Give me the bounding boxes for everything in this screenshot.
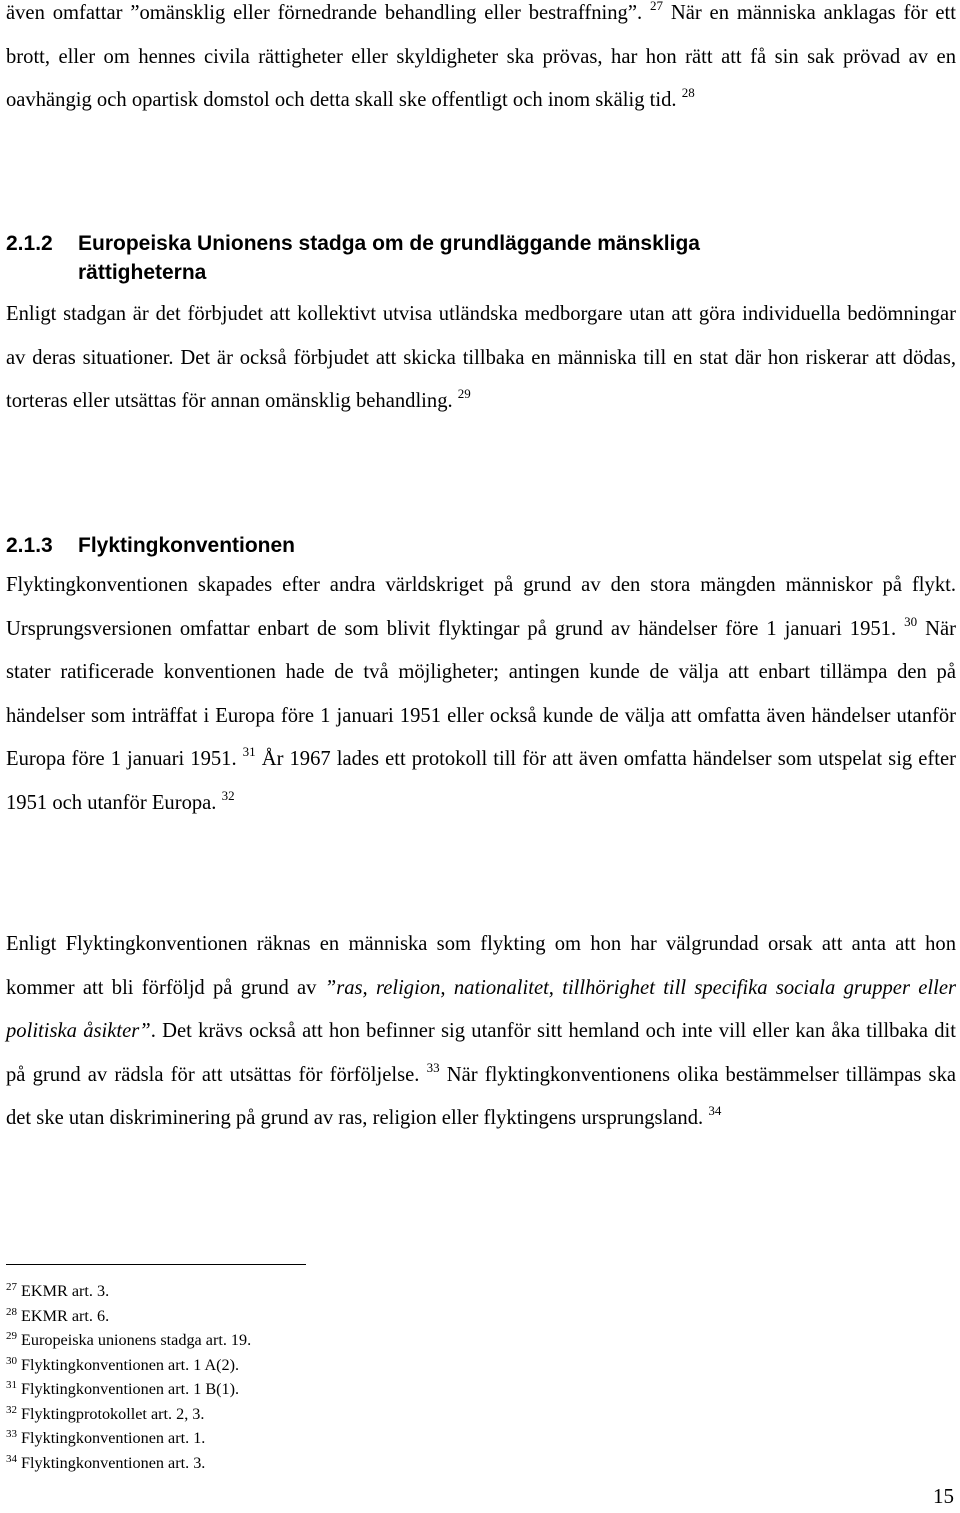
paragraph-text: . Det krävs också att hon befinner sig utanför sitt hemland och inte vill eller kan åka tillbaka dit på grund av rädsla för att utsättas för förföljelse. [6, 1020, 956, 1086]
footnote-number: 29 [6, 1330, 17, 1342]
footnote-number: 30 [6, 1354, 17, 1367]
footnote-number: 27 [6, 1281, 17, 1293]
footnote-text: Flyktingkonventionen art. 1. [21, 1429, 206, 1447]
footnote-ref-27[interactable]: 27 [649, 0, 663, 13]
footnote-text: Flyktingkonventionen art. 3. [21, 1453, 206, 1472]
paragraph-text: Flyktingkonventionen skapades efter andra världskriget på grund av den stora mängden människor på flykt. Ursprungsversionen omfattar enbart de som blivit flyktingar på grund av händelser före 1 januari 1951. [6, 574, 956, 640]
footnote-text: Flyktingkonventionen art. 1 A(2). [21, 1355, 240, 1374]
paragraph-refugee-definition [6, 923, 956, 1141]
footnote-ref-28[interactable]: 28 [681, 85, 695, 100]
footnote-ref-34[interactable]: 34 [708, 1103, 722, 1118]
paragraph-text: När en människa anklagas för ett brott, eller om hennes civila rättigheter eller skyldigheter ska prövas, har hon rätt att få sin sak prövad av en oavhängig och opartisk domstol och detta skall ske offentligt och inom skälig tid. [6, 2, 956, 111]
footnote-item [6, 1451, 251, 1476]
footnote-text: Flyktingkonventionen art. 1 B(1). [21, 1380, 240, 1398]
paragraph-text: Enligt stadgan är det förbjudet att kollektivt utvisa utländska medborgare utan att göra individuella bedömningar av deras situationer. Det är också förbjudet att skicka tillbaka en människa till en stat där hon riskerar att dödas, torteras eller utsättas för annan omänsklig behandling. [6, 303, 956, 412]
section-heading-2-1-2 [6, 229, 946, 287]
footnote-number: 31 [6, 1379, 17, 1391]
footnote-item [6, 1377, 251, 1402]
footnote-ref-32[interactable]: 32 [221, 787, 235, 803]
footnote-item [6, 1279, 251, 1304]
paragraph-text: även omfattar ”omänsklig eller förnedrande behandling eller bestraffning”. [6, 2, 643, 24]
footnote-ref-31[interactable]: 31 [242, 744, 256, 759]
footnote-separator [6, 1264, 306, 1265]
section-title: Flyktingkonventionen [78, 534, 296, 557]
footnote-text: Flyktingprotokollet art. 2, 3. [21, 1404, 205, 1423]
paragraph-eu-charter [6, 293, 956, 424]
section-title-line2: rättigheterna [78, 261, 207, 284]
section-heading-2-1-3 [6, 531, 946, 560]
section-title-line1: Europeiska Unionens stadga om de grundläggande mänskliga [78, 232, 700, 255]
footnote-item [6, 1304, 251, 1329]
footnote-text: Europeiska unionens stadga art. 19. [21, 1331, 252, 1349]
paragraph-text: Enligt Flyktingkonventionen räknas en människa som flykting om hon har välgrundad orsak att anta att hon kommer att bli förföljd på grund av [6, 933, 956, 999]
footnote-item [6, 1353, 251, 1378]
paragraph-text: År 1967 lades ett protokoll till för att även omfatta händelser som utspelat sig efter 1951 och utanför Europa. [6, 748, 956, 814]
footnote-item [6, 1328, 251, 1353]
footnote-item [6, 1426, 251, 1451]
footnote-ref-33[interactable]: 33 [426, 1059, 440, 1075]
section-number: 2.1.2 [6, 232, 53, 255]
footnote-list [6, 1279, 251, 1475]
footnote-number: 33 [6, 1428, 17, 1440]
paragraph-text: När stater ratificerade konventionen hade de två möjligheter; antingen kunde de välja att enbart tillämpa den på händelser som inträffat i Europa före 1 januari 1951 eller också kunde de välja att omfatta även händelser utanför Europa före 1 januari 1951. [6, 617, 956, 770]
footnote-text: EKMR art. 3. [21, 1282, 110, 1300]
quoted-grounds: ”ras, religion, nationalitet, tillhörighet till specifika sociala grupper eller politiska åsikter” [6, 976, 956, 1042]
footnote-ref-29[interactable]: 29 [457, 386, 471, 401]
footnote-number: 28 [6, 1305, 17, 1318]
paragraph-rights-trial [6, 0, 956, 123]
footnote-ref-30[interactable]: 30 [904, 613, 918, 629]
paragraph-text: När flyktingkonventionens olika bestämmelser tillämpas ska det ske utan diskriminering på grund av ras, religion eller flyktingens ursprungsland. [6, 1063, 957, 1129]
page-number: 15 [933, 1484, 954, 1508]
footnote-number: 32 [6, 1403, 17, 1416]
footnote-item [6, 1402, 251, 1427]
footnote-number: 34 [6, 1452, 17, 1465]
footnote-text: EKMR art. 6. [21, 1306, 110, 1325]
paragraph-refugee-convention [6, 564, 956, 825]
section-number: 2.1.3 [6, 534, 53, 557]
